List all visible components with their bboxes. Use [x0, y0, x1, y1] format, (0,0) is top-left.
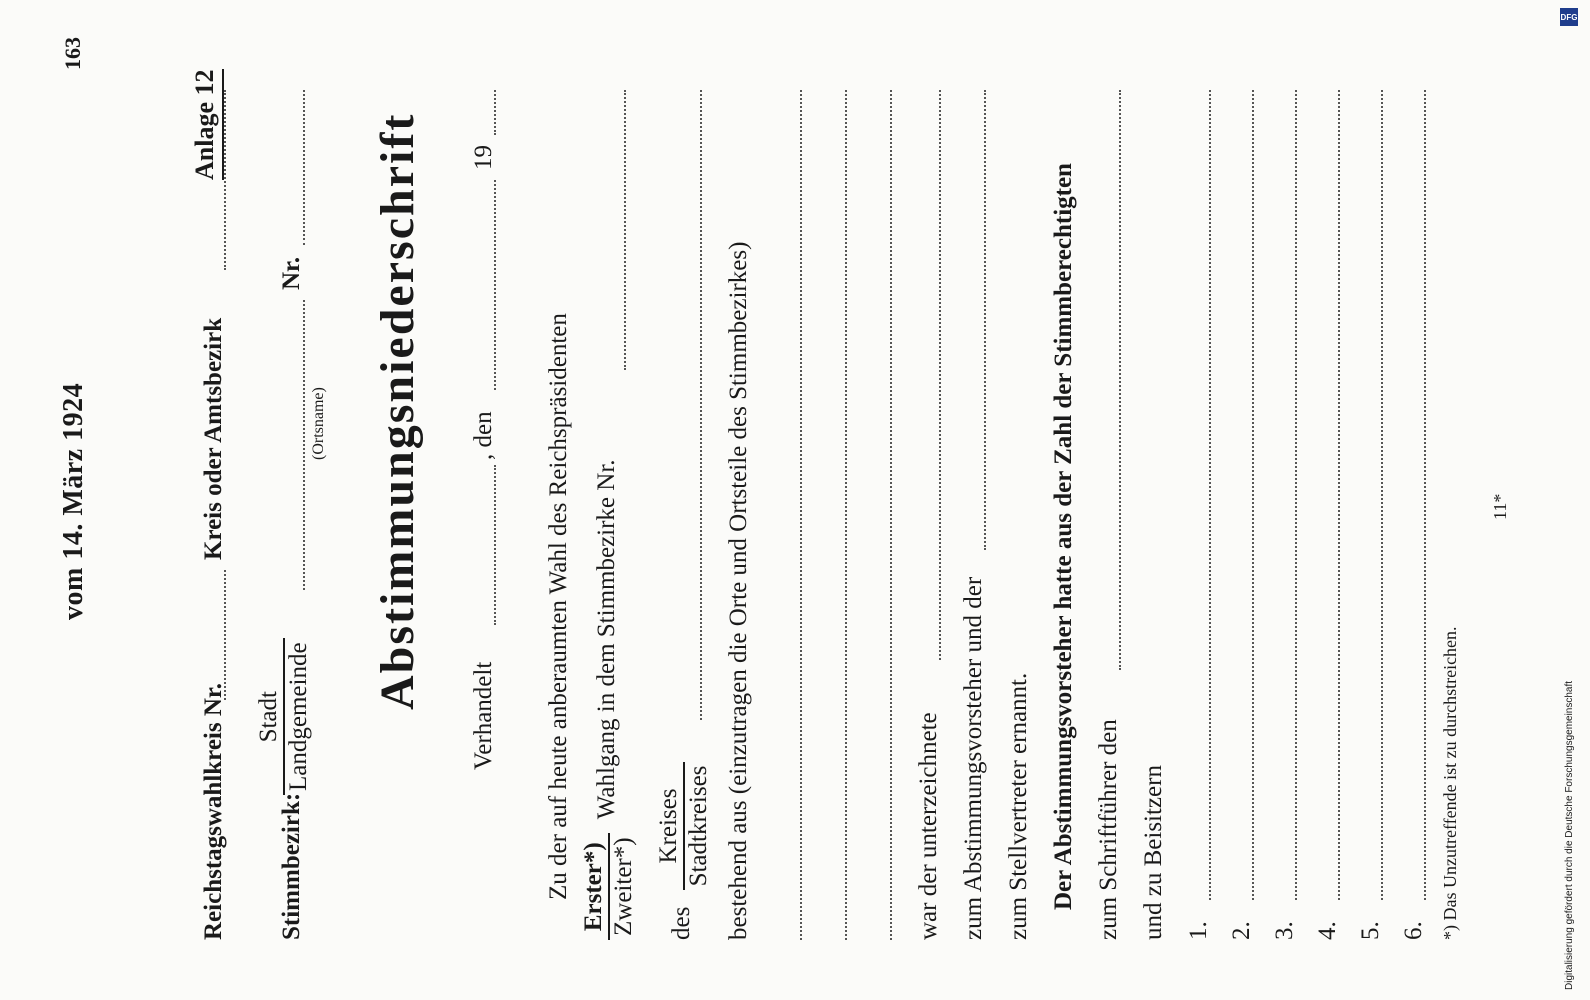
chairman-dots [984, 90, 986, 550]
city-label: Stadt [255, 638, 285, 795]
footnote: *) Das Unzutreffende ist zu durchstreichen. [1440, 626, 1460, 940]
blank-line-3 [890, 90, 892, 940]
place-name-sublabel: (Ortsname) [310, 387, 327, 460]
county-dots [700, 90, 702, 720]
dfg-sidebar [1552, 0, 1590, 1000]
paragraph1-line3 [655, 762, 712, 940]
page-title: Abstimmungsniederschrift [371, 112, 424, 710]
annex-label: Anlage 12 [190, 70, 224, 181]
year-prefix: 19 [470, 145, 497, 170]
paragraph1-line4: bestehend aus (einzutragen die Orte und Ortsteile des Stimmbezirkes) [725, 241, 752, 940]
chairman-line: zum Abstimmungsvorsteher und der [960, 576, 987, 940]
paragraph2: Der Abstimmungsvorsteher hatte aus der Zahl der Stimmberechtigten [1050, 163, 1077, 910]
of-label: des [668, 906, 696, 940]
assessor-number-1: 1. [1185, 921, 1212, 940]
polling-number-dots [624, 90, 626, 370]
assessor-number-2: 2. [1228, 921, 1255, 940]
deputy-line: zum Stellvertreter ernannt. [1005, 672, 1032, 940]
electoral-district-dots [224, 570, 226, 700]
polling-district-label: Stimmbezirk: [278, 792, 305, 940]
year-dots [494, 90, 496, 135]
page-number: 163 [60, 37, 85, 70]
assessor-dots-2 [1252, 90, 1254, 900]
assessor-dots-6 [1424, 90, 1426, 900]
place-name-dots [303, 300, 305, 590]
city-or-community-fraction [255, 638, 312, 795]
electoral-district-label: Reichstagswahlkreis Nr. [200, 683, 227, 940]
paragraph1-line2 [580, 459, 637, 940]
number-dots [303, 90, 305, 245]
secretary-line: zum Schriftführer den [1095, 719, 1122, 940]
assessor-number-4: 4. [1314, 921, 1341, 940]
assessor-number-5: 5. [1357, 921, 1384, 940]
assessor-dots-4 [1338, 90, 1340, 900]
undersigned-dots [939, 90, 941, 660]
assessor-dots-5 [1381, 90, 1383, 900]
secretary-dots [1119, 90, 1121, 670]
city-county-label: Stadtkreises [684, 765, 712, 887]
conducted-dots [494, 465, 496, 625]
second-ballot-label: Zweiter*) [609, 837, 637, 936]
date-dots [494, 180, 496, 390]
assessor-dots-3 [1295, 90, 1297, 900]
header-date: vom 14. März 1924 [58, 382, 89, 620]
assessor-number-3: 3. [1271, 921, 1298, 940]
first-or-second-fraction [580, 833, 637, 940]
assessors-line: und zu Beisitzern [1140, 765, 1167, 940]
district-label: Kreis oder Amtsbezirk [200, 317, 227, 560]
assessor-dots-1 [1209, 90, 1211, 900]
date-label: , den [470, 411, 497, 460]
assessor-number-6: 6. [1400, 921, 1427, 940]
conducted-label: Verhandelt [470, 661, 497, 770]
number-label: Nr. [278, 256, 305, 290]
ballot-text: Wahlgang in dem Stimmbezirke Nr. [593, 459, 621, 820]
page-header [0, 0, 120, 1000]
polling-district-type [255, 638, 312, 795]
undersigned-line: war der unterzeichnete [915, 712, 942, 940]
district-type-fraction [655, 762, 712, 891]
dfg-credit: Digitalisierung gefördert durch die Deutsche Forschungsgemeinschaft [1564, 680, 1575, 990]
county-label: Kreises [655, 762, 685, 891]
first-ballot-label: Erster*) [580, 833, 610, 940]
folio-mark: 11* [1490, 493, 1510, 520]
blank-line-2 [845, 90, 847, 940]
dfg-logo: DFG [1560, 8, 1578, 26]
blank-line-1 [800, 90, 802, 940]
community-label: Landgemeinde [284, 642, 312, 791]
paragraph1-line1: Zu der auf heute anberaumten Wahl des Reichspräsidenten [545, 313, 572, 900]
district-dots [224, 90, 226, 270]
